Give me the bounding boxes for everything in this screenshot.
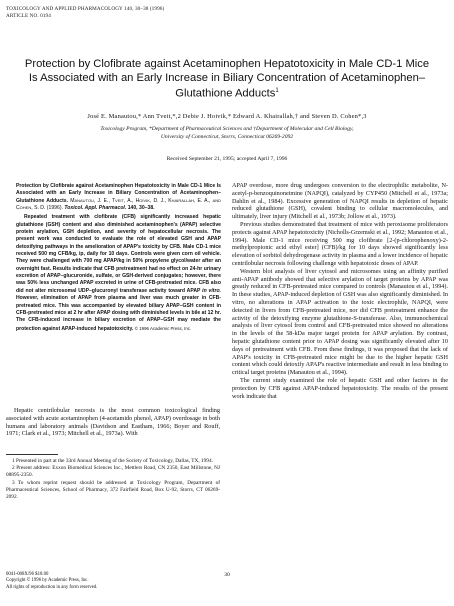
- intro-right-column: [232, 182, 448, 400]
- article-title: [22, 58, 432, 102]
- title-footnote-mark: 1: [275, 88, 279, 95]
- right-paragraph-2: Previous studies demonstrated that treatment of mice with peroxisome proliferators protects against APAP hepatotoxicity (Nicholls-Grzemski et al., 1992; Manautou et al., 1994). Male CD-1 mice receiving 500 mg clofibrate [2-(p-chlorophenoxy)-2-methylpropionic acid ethyl ester] (CFB)/kg for 10 days showed significantly less elevation of sorbitol dehydrogenase activity in plasma and a lower incidence of hepatic centrilobular necrosis following challenge with hepatotoxic doses of APAP.: [232, 220, 448, 267]
- issn-line: 0041-008X/96 $18.00: [6, 572, 49, 577]
- footnote-divider: [6, 454, 58, 455]
- footnote-2: 2 Present address: Exxon Biomedical Sciences Inc., Mettlers Road, CN 2350, East Millstone, NJ 08895-2350.: [6, 465, 220, 479]
- copyright-block: [6, 572, 97, 591]
- received-dates: Received September 21, 1995; accepted April 7, 1996: [166, 156, 288, 162]
- abstract: [16, 183, 221, 333]
- abstract-body: [16, 214, 221, 333]
- author-list: José E. Manautou,* Ann Tveit,*,2 Debie J. Hoivik,* Edward A. Khairallah,† and Steven D. Cohen*,3: [87, 113, 367, 120]
- journal-header: TOXICOLOGY AND APPLIED PHARMACOLOGY 140, 30–38 (1996): [6, 6, 165, 12]
- right-paragraph-3: Western blot analysis of liver cytosol and microsomes using an affinity purified anti-APAP antibody showed that selective arylation of target proteins by APAP was greatly reduced in CFB-pretreated mice compared to controls (Manautou et al., 1994). In these studies, APAP-induced depletion of GSH was also significantly diminished. In vitro, no alterations in APAP activation to the toxic electrophile, NAPQI, were detected in livers from CFB-pretreated mice, nor did CFB pretreatment enhance the activity of the detoxifying enzyme glutathione-S-transferase. Also, immunochemical analysis of liver cytosol from control and CFB-pretreated mice showed no alterations in the levels of the 58-kDa major target protein for APAP arylation. By contrast, hepatic glutathione content prior to APAP dosing was significantly elevated after 10 days of pretreatment with CFB. From these findings, it was proposed that the lack of APAP's toxicity in CFB-pretreated mice might be due to the higher hepatic GSH content which could detoxify APAP's reactive intermediate and result in less binding to critical target proteins (Manautou et al., 1994).: [232, 267, 448, 377]
- abstract-journal: Toxicol. Appl. Pharmacol.: [64, 205, 127, 212]
- rights-line: All rights of reproduction in any form reserved.: [6, 584, 98, 590]
- page-number: 30: [224, 572, 230, 578]
- abstract-body-b: However, elimination of APAP from plasma and liver was much greater in CFB-pretreated mice. This was accompanied by elevated biliary APAP–GSH content in CFB-pretreated mice at 2 hr after APAP dosing with diminished levels in bile at 12 hr. The CFB-induced increase in biliary excretion of APAP–GSH may mediate the protection against APAP-induced hepatotoxicity.: [16, 295, 221, 332]
- affiliation-line-1: Toxicology Program, *Department of Pharmaceutical Sciences and †Department of Molecular and Cell Biology,: [100, 126, 354, 132]
- abstract-copyright: © 1996 Academic Press, Inc.: [134, 325, 192, 331]
- footnote-1: 1 Presented in part at the 33rd Annual Meeting of the Society of Toxicology, Dallas, TX, 1994.: [12, 458, 213, 464]
- right-paragraph-4: The current study examined the role of hepatic GSH and other factors in the protection by CFB against APAP-induced hepatotoxicity. The results of the present work indicate that: [232, 376, 448, 400]
- footnote-3: 3 To whom reprint request should be addressed at Toxicology Program, Department of Pharmaceutical Sciences, School of Pharmacy, 372 Fairfield Road, Box U-92, Storrs, CT 06269-2092.: [6, 479, 220, 501]
- title-text: Protection by Clofibrate against Acetaminophen Hepatotoxicity in Male CD-1 Mice Is Associated with an Early Increase in Biliary Concentration of Acetaminophen–Glutathione Adducts: [24, 58, 430, 100]
- affiliation-line-2: University of Connecticut, Storrs, Connecticut 06269-2092: [160, 133, 294, 140]
- right-paragraph-1: APAP overdose, more drug undergoes conversion to the electrophilic metabolite, N-acetyl-p-benzoquinoneimine (NAPQI), catalyzed by CYP450 (Mitchell et al., 1973a; Dahlin et al., 1984). Excessive generation of NAPQI results in depletion of hepatic reduced glutathione (GSH), covalent binding to cellular macromolecules, and ultimately, liver injury (Mitchell et al., 1973b; Jollow et al., 1973).: [232, 182, 448, 221]
- affiliation: [20, 126, 434, 141]
- intro-left-column: [6, 407, 220, 438]
- intro-paragraph-1: Hepatic centrilobular necrosis is the most common toxicological finding associated with acute acetaminophen (4-acetamido phenol, APAP) overdosage in both humans and laboratory animals (Davidson and Eastham, 1966; Boyer and Rouff, 1971; Clark et al., 1973; Mitchell et al., 1973a). With: [6, 407, 220, 438]
- copyright-line: Copyright © 1996 by Academic Press, Inc.: [6, 578, 89, 584]
- abstract-citation: [16, 183, 221, 212]
- article-number: ARTICLE NO. 0194: [6, 13, 51, 19]
- footnotes: [6, 458, 220, 501]
- abstract-body-a: Repeated treatment with clofibrate (CFB) significantly increased hepatic glutathione (GSH) content and also diminished acetaminophen's (APAP) selective protein arylation, GSH depletion, and severity of hepatocellular necrosis. The present work was conducted to evaluate the role of elevated GSH and APAP detoxifying pathways in the amelioration of APAP's toxicity by CFB. Male CD-1 mice received 500 mg CFB/kg, ip, daily for 10 days. Controls were given corn oil vehicle. They were challenged with 700 mg APAP/kg in 50% propylene glycol/water after an overnight fast. Results indicate that CFB pretreatment had no effect on 24-hr urinary excretion of APAP–glucuronide, sulfate, or GSH-derived conjugates; however, there was 50% less unchanged APAP excreted in urine of CFB-pretreated mice. CFB also did not alter microsomal UDP–glucuronyl transferase activity toward APAP: [16, 214, 221, 294]
- abstract-title: Protection by Clofibrate against Acetaminophen Hepatotoxicity in Male CD-1 Mice Is Associated with an Early Increase in Biliary Concentration of Acetaminophen–Glutathione Adducts.: [16, 183, 221, 204]
- abstract-cite: 140, 30–38.: [127, 205, 155, 212]
- abstract-authors: Manautou, J. E., Tveit, A., Hoivik, D. J., Khairallah, E. A., and Cohen, S. D. (1996).: [16, 197, 221, 212]
- abstract-in-vitro: in vitro.: [202, 287, 221, 294]
